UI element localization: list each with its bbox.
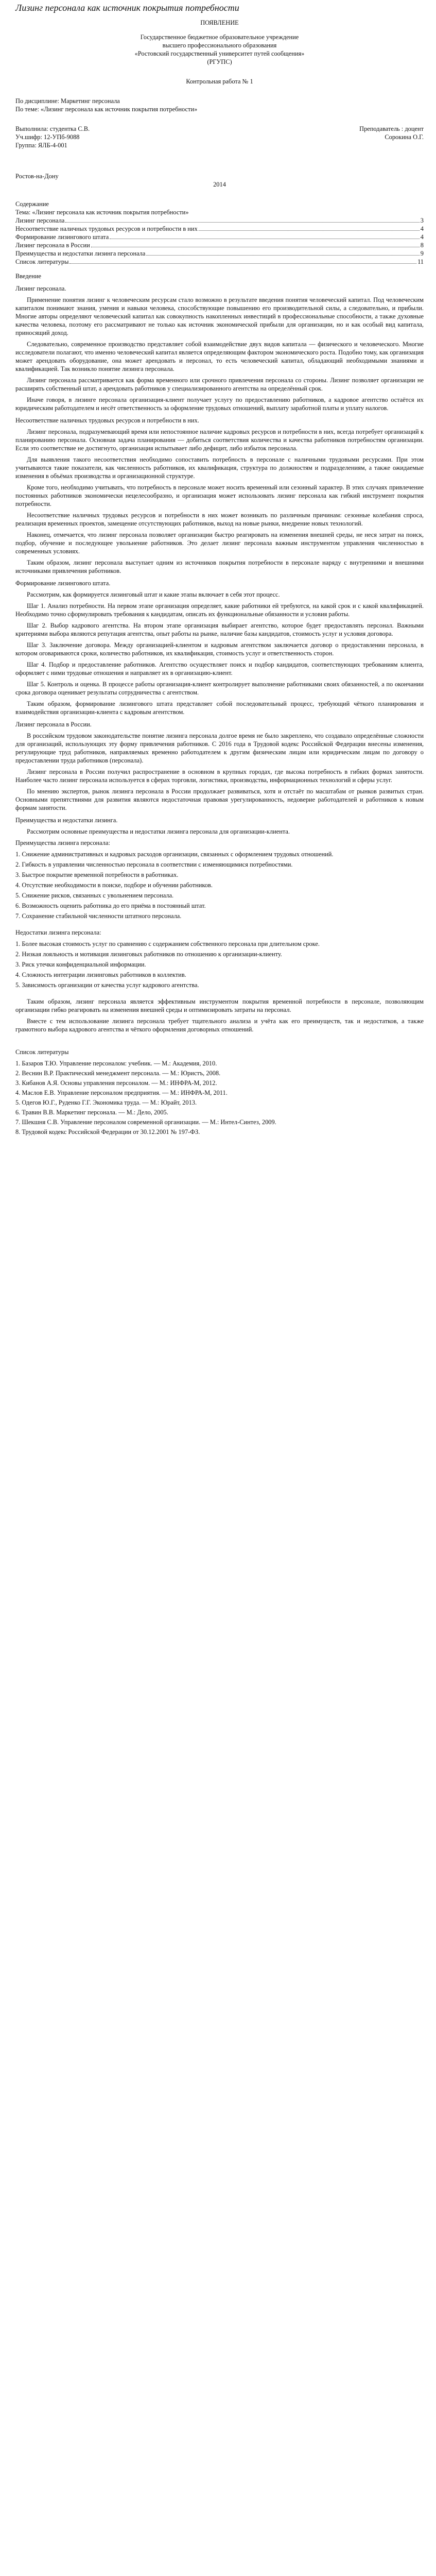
signature-left: Выполнила: студентка С.В.: [15, 125, 90, 132]
toc-item-title: Несоответствие наличных трудовых ресурсов и потребности в них: [15, 225, 198, 232]
advantage-item: 3. Быстрое покрытие временной потребности в работниках.: [15, 871, 179, 878]
document-subtitle: ПОЯВЛЕНИЕ: [200, 19, 239, 26]
toc-item-title: Список литературы: [15, 258, 69, 265]
advantage-item: 1. Снижение административных и кадровых расходов организации, связанных с оформлением трудовых отношений.: [15, 851, 334, 858]
advantage-item: 6. Возможность оценить работника до его приёма в постоянный штат.: [15, 902, 206, 909]
toc-item-page: 4: [420, 225, 424, 232]
signature-right: Преподаватель : доцент: [359, 125, 424, 132]
bibliography-item: 1. Базаров Т.Ю. Управление персоналом: учебник. — М.: Академия, 2010.: [15, 1060, 217, 1067]
signature-row: [15, 133, 424, 141]
section-paragraph: Таким образом, лизинг персонала выступает одним из источников покрытия потребности в персонале наряду с внутренними и внешними источниками привлечения работников.: [15, 559, 424, 574]
section-paragraph: Рассмотрим основные преимущества и недостатки лизинга персонала для организации-клиента.: [27, 828, 290, 835]
bibliography-item: 8. Трудовой кодекс Российской Федерации от 30.12.2001 № 197-ФЗ.: [15, 1128, 200, 1136]
discipline-line: По дисциплине: Маркетинг персонала: [15, 97, 120, 105]
toc-item[interactable]: [15, 216, 424, 225]
advantage-item: 7. Сохранение стабильной численности штатного персонала.: [15, 912, 182, 920]
section-paragraph: Лизинг персонала рассматривается как форма временного или срочного привлечения персонала со стороны. Лизинг позволяет организации не расширять собственный штат, а арендовать работников у специализированного агентства на определённый срок.: [15, 377, 424, 392]
toc-item[interactable]: [15, 258, 424, 266]
place-line: Ростов-на-Дону: [15, 173, 59, 180]
toc-item-title: Лизинг персонала: [15, 217, 65, 224]
section-paragraph: Применение понятия лизинг к человеческим ресурсам стало возможно в результате введения понятия человеческий капитал. Под человеческим капиталом понимают знания, умения и навыки человека, способствующие повышению его производительной силы, а следовательно, и прибыли. Многие авторы определяют человеческий капитал как совокупность накопленных инвестиций в профессиональные способности, а также духовные качества человека, поэтому его рассматривают не только как источник экономической прибыли для организации, но и как особый вид капитала, приносящий доход.: [15, 296, 424, 336]
section-paragraph: В российском трудовом законодательстве понятие лизинга персонала долгое время не было закреплено, что создавало определённые сложности для организаций, использующих эту форму привлечения работников. С 2016 года в Трудовой кодекс Российской Федерации внесены изменения, регулирующие труд работников, направляемых временно работодателем к другим физическим лицам или юридическим лицам по договору о предоставлении труда работников (персонала).: [15, 732, 424, 764]
signature-right: Сорокина О.Г.: [385, 133, 424, 141]
section-paragraph: Наконец, отмечается, что лизинг персонала позволяет организации быстро реагировать на изменения внешней среды, не неся затрат на поиск, подбор, обучение и последующее увольнение работников. Это делает лизинг персонала важным инструментом управления численностью в современных условиях.: [15, 531, 424, 555]
header-line-4: (РГУПС): [207, 58, 232, 65]
header-line-3: «Ростовский государственный университет путей сообщения»: [134, 50, 305, 57]
header-line-1: Государственное бюджетное образовательное учреждение: [140, 33, 299, 41]
signature-left: Группа: ЯЛБ-4-001: [15, 142, 67, 149]
toc-item-page: 4: [420, 233, 424, 241]
table-of-contents: [15, 216, 424, 266]
year-line: 2014: [213, 181, 226, 188]
section-paragraph: Таким образом, формирование лизингового штата представляет собой последовательный процесс, требующий чёткого планирования и взаимодействия организации-клиента с кадровым агентством.: [15, 700, 424, 716]
section-paragraph: По мнению экспертов, рынок лизинга персонала в России продолжает развиваться, хотя и отстаёт по масштабам от рынков развитых стран. Основными препятствиями для развития являются недостаточная правовая урегулированность, недоверие работодателей и работников к новым формам занятости.: [15, 788, 424, 811]
section-paragraph: Лизинг персонала в России получил распространение в основном в крупных городах, где высока потребность в гибких формах занятости. Наиболее часто лизинг персонала используется в сферах торговли, логистики, производства, информационных технологий и сферы услуг.: [15, 768, 424, 784]
signature-row: [15, 141, 424, 149]
bibliography-item: 5. Одегов Ю.Г., Руденко Г.Г. Экономика труда. — М.: Юрайт, 2013.: [15, 1099, 197, 1106]
toc-item-title: Формирование лизингового штата: [15, 233, 109, 241]
toc-item[interactable]: [15, 233, 424, 241]
advantage-item: 5. Снижение рисков, связанных с увольнением персонала.: [15, 892, 174, 899]
toc-item-page: 3: [420, 217, 424, 224]
advantage-item: 2. Гибкость в управлении численностью персонала в соответствии с изменяющимися потребностями.: [15, 861, 293, 868]
bibliography-item: 4. Маслов Е.В. Управление персоналом предприятия. — М.: ИНФРА-М, 2011.: [15, 1089, 228, 1096]
section-heading: Несоответствие наличных трудовых ресурсов и потребности в них.: [15, 417, 199, 424]
conclusion-paragraph: Таким образом, лизинг персонала является эффективным инструментом покрытия временной потребности в персонале, позволяющим организации гибко реагировать на изменения внешней среды и оптимизировать затраты на персонал.: [15, 998, 424, 1013]
section-paragraph: Шаг 4. Подбор и предоставление работников. Агентство осуществляет поиск и подбор кандидатов, соответствующих требованиям клиента, оформляет с ними трудовые отношения и направляет их в организацию-клиент.: [15, 661, 424, 676]
signature-left: Уч.шифр: 12-УПб-9088: [15, 133, 80, 141]
section-paragraph: Лизинг персонала, подразумевающий время или непостоянное наличие кадровых ресурсов и потребности в них, всегда потребует организаций к планированию персонала. Основная задача планирования — добиться соответствия количества и качества работников потребностям организации. Если это соответствие не достигнуто, организация испытывает либо дефицит, либо избыток персонала.: [15, 428, 424, 452]
section-paragraph: Шаг 3. Заключение договора. Между организацией-клиентом и кадровым агентством заключается договор о предоставлении персонала, в котором оговариваются сроки, количество работников, их квалификация, стоимость услуг и ответственность сторон.: [15, 641, 424, 657]
signature-row: [15, 125, 424, 133]
section-paragraph: Для выявления такого несоответствия необходимо сопоставить потребность в персонале с наличными трудовыми ресурсами. При этом учитываются такие показатели, как численность работников, их квалификация, структура по должностям и подразделениям, а также ожидаемые изменения в объёмах производства и организационной структуре.: [15, 456, 424, 480]
bibliography-item: 6. Травин В.В. Маркетинг персонала. — М.: Дело, 2005.: [15, 1109, 168, 1116]
section-heading: Формирование лизингового штата.: [15, 580, 111, 587]
disadvantages-label: Недостатки лизинга персонала:: [15, 929, 101, 936]
advantage-item: 4. Отсутствие необходимости в поиске, подборе и обучении работников.: [15, 882, 213, 889]
section-paragraph: Следовательно, современное производство представляет собой взаимодействие двух видов капитала — физического и человеческого. Многие исследователи полагают, что именно человеческий капитал является определяющим фактором экономического роста. Подобно тому, как организация может арендовать оборудование, она может арендовать и персонал, то есть человеческий капитал, обладающий необходимыми знаниями и квалификацией. Так возникло понятие лизинга персонала.: [15, 341, 424, 372]
advantages-label: Преимущества лизинга персонала:: [15, 839, 110, 846]
section-paragraph: Шаг 1. Анализ потребности. На первом этапе организация определяет, какие работники ей требуются, на какой срок и с какой квалификацией. Необходимо точно сформулировать требования к кандидатам, описать их функциональные обязанности и условия работы.: [15, 602, 424, 618]
section-paragraph: Несоответствие наличных трудовых ресурсов и потребности в них может возникать по различным причинам: сезонные колебания спроса, реализация временных проектов, замещение отсутствующих работников, выход на новые рынки, внедрение новых технологий.: [15, 512, 424, 527]
section-paragraph: Шаг 2. Выбор кадрового агентства. На втором этапе организация выбирает агентство, которое будет предоставлять персонал. Важными критериями выбора являются репутация агентства, опыт работы на рынке, наличие базы кандидатов, стоимость услуг и условия договора.: [15, 622, 424, 637]
document-title: Лизинг персонала как источник покрытия потребности: [15, 3, 239, 13]
toc-item-page: 9: [420, 250, 424, 257]
section-paragraph: Рассмотрим, как формируется лизинговый штат и какие этапы включает в себя этот процесс.: [27, 591, 280, 598]
section-paragraph: Кроме того, необходимо учитывать, что потребность в персонале может носить временный или сезонный характер. В этих случаях привлечение постоянных работников экономически нецелесообразно, и организация может использовать лизинг персонала как гибкий инструмент покрытия потребности.: [15, 484, 424, 507]
toc-item-title: Лизинг персонала в России: [15, 242, 90, 249]
header-line-2: высшего профессионального образования: [162, 42, 277, 49]
conclusion-paragraph: Вместе с тем использование лизинга персонала требует тщательного анализа и учёта как его преимуществ, так и недостатков, а также грамотного выбора кадрового агентства и чёткого оформления договорных отношений.: [15, 1018, 424, 1033]
section-heading: Преимущества и недостатки лизинга.: [15, 817, 118, 824]
section-heading: Лизинг персонала.: [15, 285, 66, 292]
toc-item[interactable]: [15, 225, 424, 233]
disadvantage-item: 2. Низкая лояльность и мотивация лизинговых работников по отношению к организации-клиенту.: [15, 951, 282, 958]
introduction-label: Введение: [15, 273, 41, 280]
toc-item-title: Преимущества и недостатки лизинга персонала: [15, 250, 146, 257]
work-label: Контрольная работа № 1: [186, 78, 253, 85]
signature-block: [15, 125, 424, 149]
disadvantage-item: 5. Зависимость организации от качества услуг кадрового агентства.: [15, 981, 199, 989]
toc-item-page: 8: [420, 242, 424, 249]
section-heading: Лизинг персонала в России.: [15, 721, 92, 728]
toc-item[interactable]: [15, 241, 424, 249]
toc-item[interactable]: [15, 249, 424, 258]
bibliography-item: 7. Шекшня С.В. Управление персоналом современной организации. — М.: Интел-Синтез, 2009.: [15, 1118, 276, 1126]
topic-line: По теме: «Лизинг персонала как источник покрытия потребности»: [15, 106, 198, 113]
document-page: [0, 0, 436, 1136]
bibliography-item: 3. Кибанов А.Я. Основы управления персоналом. — М.: ИНФРА-М, 2012.: [15, 1079, 217, 1087]
disadvantage-item: 3. Риск утечки конфиденциальной информации.: [15, 961, 146, 968]
section-paragraph: Иначе говоря, в лизинге персонала организация-клиент получает услугу по предоставлению работников, а кадровое агентство остаётся их юридическим работодателем и несёт ответственность за оформление трудовых отношений, выплату заработной платы и уплату налогов.: [15, 396, 424, 412]
disadvantage-item: 1. Более высокая стоимость услуг по сравнению с содержанием собственного персонала при длительном сроке.: [15, 940, 320, 947]
contents-topic: Тема: «Лизинг персонала как источник покрытия потребности»: [15, 209, 189, 216]
disadvantage-item: 4. Сложность интеграции лизинговых работников в коллектив.: [15, 971, 186, 978]
bibliography-item: 2. Веснин В.Р. Практический менеджмент персонала. — М.: Юристъ, 2008.: [15, 1070, 221, 1077]
contents-label: Содержание: [15, 200, 49, 208]
section-paragraph: Шаг 5. Контроль и оценка. В процессе работы организация-клиент контролирует выполнение работниками своих обязанностей, а по окончании срока договора оценивает результаты сотрудничества с агентством.: [15, 681, 424, 696]
toc-item-page: 11: [417, 258, 424, 265]
bibliography-label: Список литературы: [15, 1048, 69, 1056]
